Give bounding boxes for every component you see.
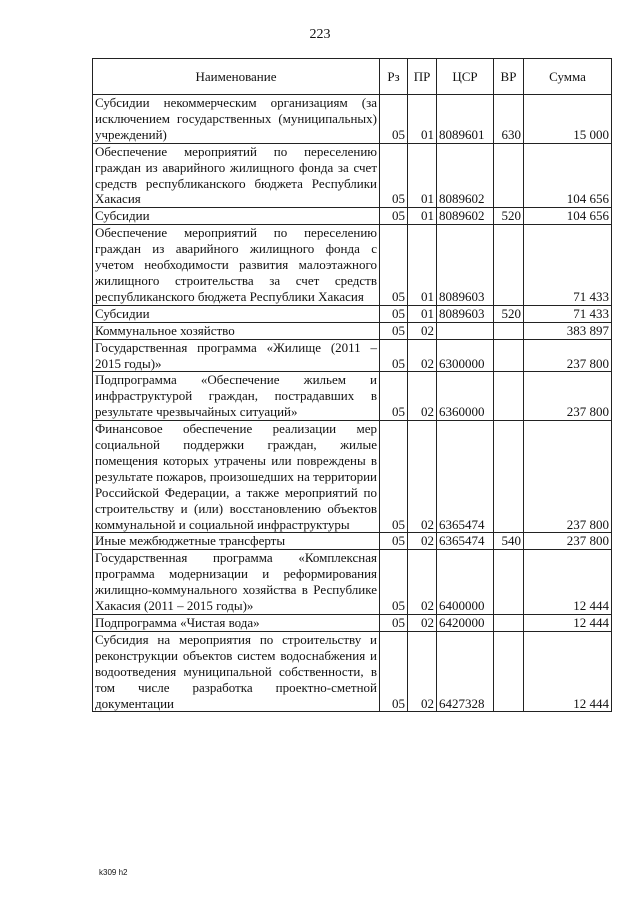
row-pr: 01 [408,143,437,208]
row-pr: 02 [408,615,437,632]
row-rz: 05 [380,339,408,372]
row-csr: 6360000 [437,372,494,421]
row-rz: 05 [380,143,408,208]
row-csr: 8089601 [437,95,494,144]
row-sum: 383 897 [524,322,612,339]
table-row [93,208,612,225]
row-csr: 6365474 [437,533,494,550]
row-rz: 05 [380,372,408,421]
row-pr: 01 [408,95,437,144]
row-pr: 01 [408,208,437,225]
row-vr: 630 [494,95,524,144]
table-row [93,339,612,372]
row-name: Субсидия на мероприятия по строительству и реконструкции объектов систем водоснабжения и водоотведения муниципальной собственности, в том числе разработка проектно-сметной документации [93,631,380,712]
row-sum: 237 800 [524,533,612,550]
row-pr: 02 [408,533,437,550]
table-row [93,143,612,208]
row-vr: 520 [494,305,524,322]
row-csr: 8089602 [437,143,494,208]
row-csr [437,322,494,339]
row-sum: 15 000 [524,95,612,144]
table-row [93,550,612,615]
table-row [93,225,612,306]
row-name: Подпрограмма «Обеспечение жильем и инфраструктурой граждан, пострадавших в результате чрезвычайных ситуаций» [93,372,380,421]
table-row [93,95,612,144]
row-rz: 05 [380,550,408,615]
row-pr: 01 [408,305,437,322]
row-vr [494,631,524,712]
row-pr: 02 [408,322,437,339]
budget-table [92,58,612,712]
row-name: Коммунальное хозяйство [93,322,380,339]
row-sum: 237 800 [524,372,612,421]
row-csr: 6365474 [437,421,494,533]
table-row [93,305,612,322]
row-vr [494,143,524,208]
row-rz: 05 [380,631,408,712]
row-rz: 05 [380,305,408,322]
row-rz: 05 [380,322,408,339]
row-sum: 12 444 [524,550,612,615]
row-csr: 8089603 [437,225,494,306]
row-vr [494,339,524,372]
column-header-rz: Рз [380,59,408,95]
column-header-pr: ПР [408,59,437,95]
row-vr [494,615,524,632]
row-sum: 104 656 [524,208,612,225]
row-rz: 05 [380,615,408,632]
row-vr: 540 [494,533,524,550]
row-vr [494,322,524,339]
row-sum: 71 433 [524,305,612,322]
row-sum: 12 444 [524,631,612,712]
table-row [93,421,612,533]
row-csr: 6300000 [437,339,494,372]
row-vr [494,550,524,615]
table-row [93,631,612,712]
row-csr: 8089603 [437,305,494,322]
row-rz: 05 [380,533,408,550]
row-pr: 02 [408,372,437,421]
page-number: 223 [309,27,331,42]
row-rz: 05 [380,208,408,225]
row-pr: 02 [408,550,437,615]
row-sum: 237 800 [524,421,612,533]
row-name: Финансовое обеспечение реализации мер социальной поддержки граждан, жилые помещения которых утрачены или повреждены в результате пожаров, произошедших на территории Российской Федерации, а также мероприятий по строительству и (или) восстановлению объектов коммунальной и социальной инфраструктуры [93,421,380,533]
row-name: Иные межбюджетные трансферты [93,533,380,550]
column-header-sum: Сумма [524,59,612,95]
row-name: Субсидии некоммерческим организациям (за исключением государственных (муниципальных) учреждений) [93,95,380,144]
row-name: Субсидии [93,305,380,322]
table-row [93,533,612,550]
column-header-vr: ВР [494,59,524,95]
row-vr: 520 [494,208,524,225]
row-sum: 71 433 [524,225,612,306]
row-pr: 02 [408,339,437,372]
row-name: Государственная программа «Комплексная программа модернизации и реформирования жилищно-коммунального хозяйства в Республике Хакасия (2011 – 2015 годы)» [93,550,380,615]
row-pr: 02 [408,631,437,712]
row-vr [494,225,524,306]
row-sum: 12 444 [524,615,612,632]
footer-code: k309 h2 [99,868,128,877]
row-rz: 05 [380,225,408,306]
row-rz: 05 [380,421,408,533]
row-name: Субсидии [93,208,380,225]
row-csr: 8089602 [437,208,494,225]
table-row [93,372,612,421]
column-header-csr: ЦСР [437,59,494,95]
row-csr: 6420000 [437,615,494,632]
column-header-name: Наименование [93,59,380,95]
row-sum: 104 656 [524,143,612,208]
row-vr [494,372,524,421]
row-sum: 237 800 [524,339,612,372]
row-vr [494,421,524,533]
row-name: Подпрограмма «Чистая вода» [93,615,380,632]
row-pr: 01 [408,225,437,306]
row-name: Обеспечение мероприятий по переселению граждан из аварийного жилищного фонда с учетом необходимости развития малоэтажного жилищного строительства за счет средств республиканского бюджета Республики Хакасия [93,225,380,306]
row-csr: 6400000 [437,550,494,615]
row-name: Обеспечение мероприятий по переселению граждан из аварийного жилищного фонда за счет средств республиканского бюджета Республики Хакасия [93,143,380,208]
row-rz: 05 [380,95,408,144]
row-name: Государственная программа «Жилище (2011 – 2015 годы)» [93,339,380,372]
table-row [93,322,612,339]
table-header-row [93,59,612,95]
table-row [93,615,612,632]
row-pr: 02 [408,421,437,533]
row-csr: 6427328 [437,631,494,712]
